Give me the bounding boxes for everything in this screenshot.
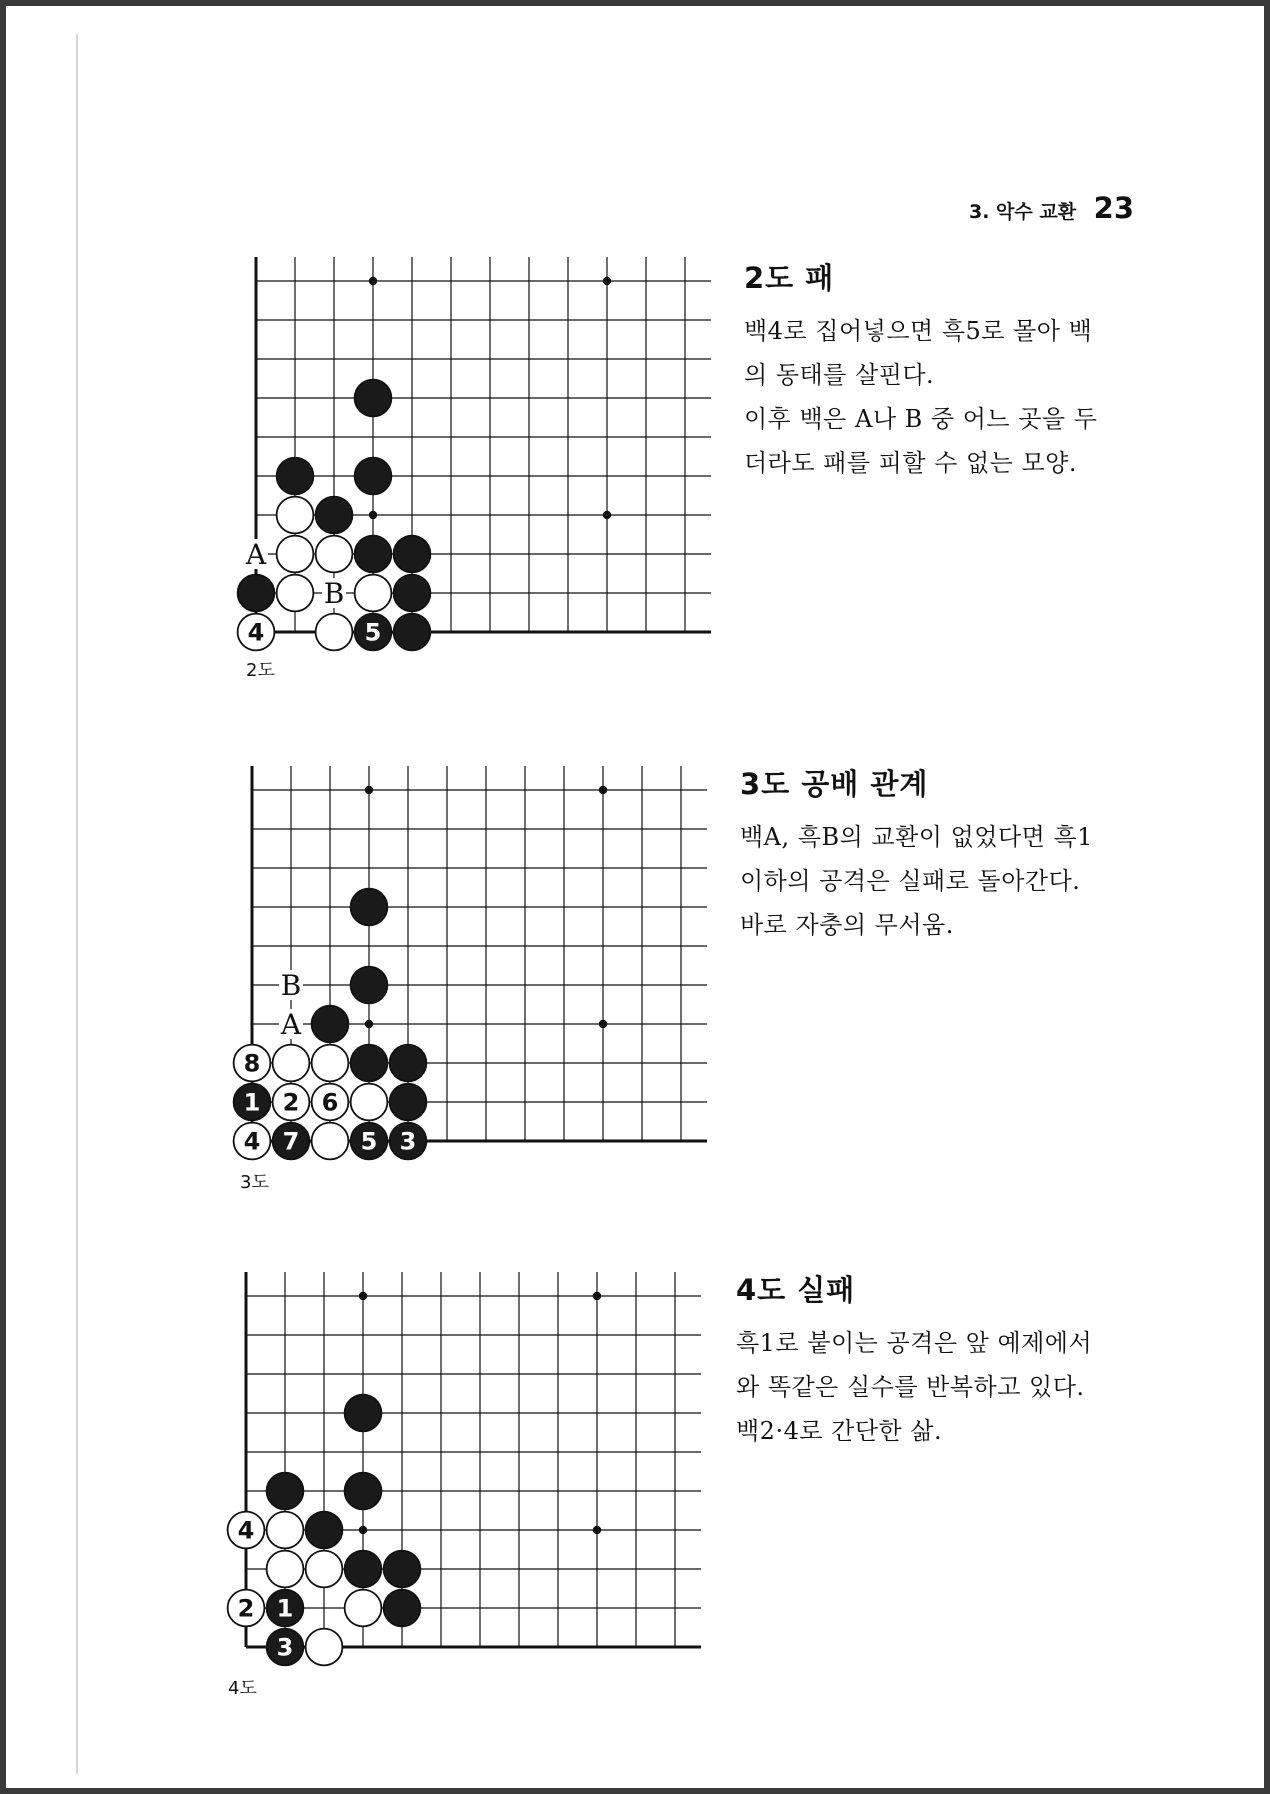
- move-number: 2: [237, 1594, 255, 1623]
- go-diagram-2: [226, 251, 715, 666]
- running-header: [969, 191, 1134, 225]
- black-stone: [390, 1123, 427, 1160]
- move-number: 5: [364, 618, 382, 647]
- diagram-title-4: 4도 실패: [736, 1273, 856, 1307]
- marker-letter: A: [280, 1008, 302, 1041]
- star-point: [603, 277, 611, 285]
- go-diagram-4: [216, 1266, 705, 1681]
- diagram-line: 흑1로 붙이는 공격은 앞 예제에서: [736, 1329, 1093, 1357]
- star-point: [365, 786, 373, 794]
- move-number: 2: [282, 1088, 300, 1117]
- move-number: 4: [243, 1127, 261, 1156]
- white-stone: [306, 1551, 343, 1588]
- go-board-svg: [222, 760, 711, 1171]
- white-stone: [273, 1045, 310, 1082]
- star-point: [369, 277, 377, 285]
- diagram-line: 바로 자충의 무서움.: [740, 911, 954, 939]
- white-stone: [312, 1084, 349, 1121]
- black-stone: [351, 1123, 388, 1160]
- star-point: [593, 1292, 601, 1300]
- move-number: 8: [243, 1049, 261, 1078]
- star-point: [365, 1020, 373, 1028]
- white-stone: [316, 536, 353, 573]
- diagram-line: 와 똑같은 실수를 반복하고 있다.: [736, 1373, 1085, 1401]
- diagram-line: 의 동태를 살핀다.: [744, 361, 935, 389]
- diagram-line: 더라도 패를 피할 수 없는 모양.: [744, 449, 1077, 477]
- star-point: [359, 1526, 367, 1534]
- move-number: 4: [247, 618, 265, 647]
- star-point: [603, 511, 611, 519]
- black-stone: [238, 575, 275, 612]
- go-board-svg: [216, 1266, 705, 1677]
- move-number: 5: [360, 1127, 378, 1156]
- black-stone: [355, 458, 392, 495]
- white-stone: [267, 1551, 304, 1588]
- diagram-text-2: [744, 256, 1164, 485]
- star-point: [593, 1526, 601, 1534]
- black-stone: [345, 1551, 382, 1588]
- black-stone: [277, 458, 314, 495]
- black-stone: [345, 1395, 382, 1432]
- black-stone: [390, 1084, 427, 1121]
- black-stone: [355, 380, 392, 417]
- diagram-line: 백A, 흑B의 교환이 없었다면 흑1: [740, 823, 1093, 851]
- black-stone: [316, 497, 353, 534]
- diagram-line: 백4로 집어넣으면 흑5로 몰아 백: [744, 317, 1093, 345]
- diagram-title-3: 3도 공배 관계: [740, 767, 929, 801]
- move-number: 4: [237, 1516, 255, 1545]
- board-grid: [256, 257, 711, 632]
- black-stone: [384, 1590, 421, 1627]
- star-point: [359, 1292, 367, 1300]
- black-stone: [351, 1045, 388, 1082]
- position-marker: [279, 1008, 303, 1041]
- diagram-title-2: 2도 패: [744, 261, 835, 295]
- move-number: 3: [399, 1127, 417, 1156]
- black-stone: [312, 1006, 349, 1043]
- diagram-text-4: [736, 1268, 1156, 1453]
- diagram-line: 이후 백은 A나 B 중 어느 곳을 두: [744, 405, 1098, 433]
- white-stone: [355, 575, 392, 612]
- move-number: 3: [276, 1633, 294, 1662]
- marker-letter: A: [245, 538, 267, 571]
- diagram-line: 이하의 공격은 실패로 돌아간다.: [740, 867, 1081, 895]
- black-stone: [384, 1551, 421, 1588]
- white-stone: [312, 1045, 349, 1082]
- star-point: [369, 511, 377, 519]
- white-stone: [312, 1123, 349, 1160]
- diagram-caption-2: 2도: [246, 660, 275, 681]
- star-point: [599, 1020, 607, 1028]
- move-number: 1: [243, 1088, 261, 1117]
- position-marker: [322, 577, 346, 610]
- black-stone: [394, 575, 431, 612]
- white-stone: [316, 614, 353, 651]
- diagram-caption-4: 4도: [228, 1678, 257, 1699]
- white-stone: [351, 1084, 388, 1121]
- white-stone: [267, 1512, 304, 1549]
- diagram-line: 백2·4로 간단한 삶.: [736, 1417, 943, 1445]
- black-stone: [267, 1590, 304, 1627]
- board-grid: [252, 766, 707, 1141]
- black-stone: [273, 1123, 310, 1160]
- book-page: [6, 6, 1264, 1788]
- diagram-text-3: [740, 762, 1160, 947]
- marker-letter: B: [323, 577, 345, 610]
- position-marker: [279, 969, 303, 1002]
- black-stone: [351, 889, 388, 926]
- go-board-svg: [226, 251, 715, 662]
- white-stone: [238, 614, 275, 651]
- page-number: 23: [1093, 191, 1134, 225]
- black-stone: [234, 1084, 271, 1121]
- star-point: [599, 786, 607, 794]
- page-binding-edge: [76, 34, 78, 1774]
- move-number: 6: [321, 1088, 339, 1117]
- white-stone: [234, 1123, 271, 1160]
- black-stone: [267, 1473, 304, 1510]
- black-stone: [351, 967, 388, 1004]
- black-stone: [345, 1473, 382, 1510]
- white-stone: [306, 1629, 343, 1666]
- board-grid: [246, 1272, 701, 1647]
- white-stone: [277, 575, 314, 612]
- position-marker: [244, 538, 268, 571]
- black-stone: [355, 536, 392, 573]
- chapter-title: 3. 악수 교환: [968, 201, 1077, 223]
- white-stone: [234, 1045, 271, 1082]
- black-stone: [306, 1512, 343, 1549]
- white-stone: [277, 536, 314, 573]
- move-number: 7: [282, 1127, 300, 1156]
- move-number: 1: [276, 1594, 294, 1623]
- black-stone: [267, 1629, 304, 1666]
- black-stone: [394, 536, 431, 573]
- white-stone: [345, 1590, 382, 1627]
- white-stone: [273, 1084, 310, 1121]
- diagram-caption-3: 3도: [240, 1172, 269, 1193]
- black-stone: [390, 1045, 427, 1082]
- black-stone: [355, 614, 392, 651]
- black-stone: [394, 614, 431, 651]
- white-stone: [228, 1590, 265, 1627]
- white-stone: [277, 497, 314, 534]
- go-diagram-3: [222, 760, 711, 1175]
- marker-letter: B: [280, 969, 302, 1002]
- white-stone: [228, 1512, 265, 1549]
